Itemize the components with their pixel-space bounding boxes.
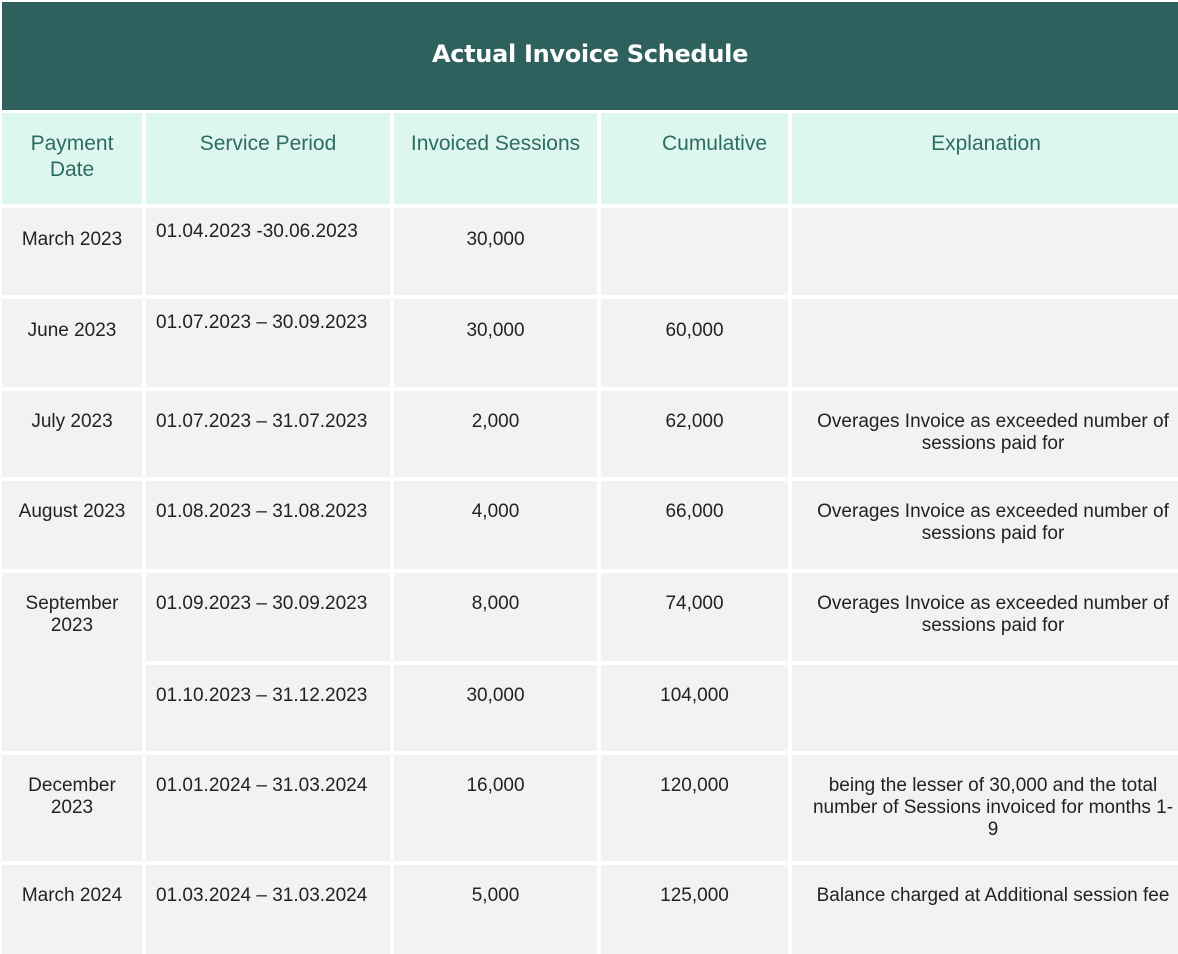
cell-service-period: 01.10.2023 – 31.12.2023 [146,665,390,751]
cell-invoiced-sessions: 2,000 [394,391,597,477]
cell-cumulative: 74,000 [601,573,788,661]
cell-explanation: Overages Invoice as exceeded number of sessions paid for [792,481,1178,569]
cell-payment-date: March 2023 [2,208,142,295]
cell-payment-date: July 2023 [2,391,142,477]
invoice-table [2,113,1178,954]
cell-invoiced-sessions: 30,000 [394,208,597,295]
cell-explanation: being the lesser of 30,000 and the total number of Sessions invoiced for months 1-9 [792,755,1178,861]
cell-service-period: 01.04.2023 -30.06.2023 [146,208,390,295]
cell-cumulative: 60,000 [601,299,788,387]
cell-cumulative: 66,000 [601,481,788,569]
cell-service-period: 01.09.2023 – 30.09.2023 [146,573,390,661]
cell-cumulative: 62,000 [601,391,788,477]
cell-explanation [792,665,1178,751]
cell-invoiced-sessions: 30,000 [394,665,597,751]
cell-payment-date: September 2023 [2,573,142,751]
cell-service-period: 01.07.2023 – 30.09.2023 [146,299,390,387]
header-service-period: Service Period [146,113,390,204]
cell-explanation: Overages Invoice as exceeded number of sessions paid for [792,391,1178,477]
cell-cumulative: 104,000 [601,665,788,751]
cell-payment-date: December 2023 [2,755,142,861]
header-cumulative: Cumulative [601,113,788,204]
cell-service-period: 01.08.2023 – 31.08.2023 [146,481,390,569]
cell-explanation [792,208,1178,295]
cell-explanation [792,299,1178,387]
cell-payment-date: June 2023 [2,299,142,387]
header-explanation: Explanation [792,113,1178,204]
cell-payment-date: March 2024 [2,865,142,954]
cell-invoiced-sessions: 30,000 [394,299,597,387]
title-bar [2,2,1178,110]
cell-payment-date: August 2023 [2,481,142,569]
cell-service-period: 01.01.2024 – 31.03.2024 [146,755,390,861]
cell-service-period: 01.07.2023 – 31.07.2023 [146,391,390,477]
cell-invoiced-sessions: 4,000 [394,481,597,569]
cell-invoiced-sessions: 8,000 [394,573,597,661]
cell-cumulative: 125,000 [601,865,788,954]
cell-cumulative: 120,000 [601,755,788,861]
cell-service-period: 01.03.2024 – 31.03.2024 [146,865,390,954]
cell-invoiced-sessions: 16,000 [394,755,597,861]
cell-cumulative [601,208,788,295]
cell-invoiced-sessions: 5,000 [394,865,597,954]
cell-explanation: Overages Invoice as exceeded number of sessions paid for [792,573,1178,661]
header-invoiced-sessions: Invoiced Sessions [394,113,597,204]
cell-explanation: Balance charged at Additional session fee [792,865,1178,954]
table-title: Actual Invoice Schedule [431,40,749,68]
header-payment-date: Payment Date [2,113,142,204]
